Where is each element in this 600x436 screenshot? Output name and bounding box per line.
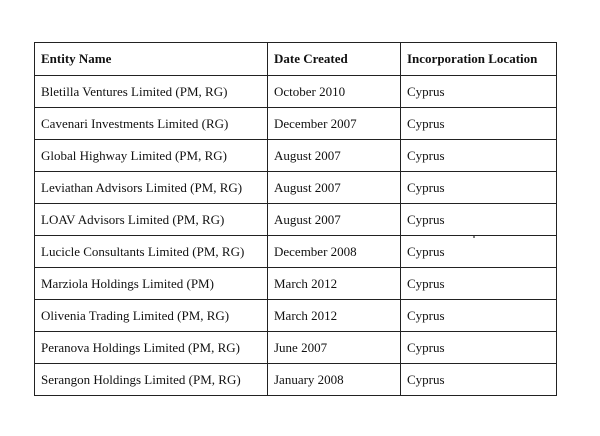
incorporation-location-cell: Cyprus bbox=[401, 172, 557, 204]
entity-name-cell: Leviathan Advisors Limited (PM, RG) bbox=[35, 172, 268, 204]
incorporation-location-cell: Cyprus bbox=[401, 268, 557, 300]
entity-name-cell: Bletilla Ventures Limited (PM, RG) bbox=[35, 76, 268, 108]
date-created-cell: March 2012 bbox=[268, 268, 401, 300]
table-row bbox=[35, 204, 557, 236]
incorporation-location-cell: Cyprus bbox=[401, 300, 557, 332]
date-created-cell: December 2007 bbox=[268, 108, 401, 140]
entities-table bbox=[34, 42, 557, 396]
table-row bbox=[35, 268, 557, 300]
entity-name-cell: LOAV Advisors Limited (PM, RG) bbox=[35, 204, 268, 236]
header-entity-name: Entity Name bbox=[35, 43, 268, 76]
date-created-cell: December 2008 bbox=[268, 236, 401, 268]
date-created-cell: August 2007 bbox=[268, 140, 401, 172]
entity-name-cell: Olivenia Trading Limited (PM, RG) bbox=[35, 300, 268, 332]
incorporation-location-cell: Cyprus bbox=[401, 140, 557, 172]
date-created-cell: October 2010 bbox=[268, 76, 401, 108]
table-row bbox=[35, 172, 557, 204]
date-created-cell: August 2007 bbox=[268, 172, 401, 204]
incorporation-location-cell: Cyprus bbox=[401, 76, 557, 108]
entity-name-cell: Global Highway Limited (PM, RG) bbox=[35, 140, 268, 172]
table-row bbox=[35, 332, 557, 364]
date-created-cell: January 2008 bbox=[268, 364, 401, 396]
entity-name-cell: Peranova Holdings Limited (PM, RG) bbox=[35, 332, 268, 364]
table-row bbox=[35, 140, 557, 172]
entity-name-cell: Lucicle Consultants Limited (PM, RG) bbox=[35, 236, 268, 268]
table-row bbox=[35, 108, 557, 140]
incorporation-location-cell: Cyprus bbox=[401, 204, 557, 236]
incorporation-location-cell: Cyprus bbox=[401, 364, 557, 396]
date-created-cell: August 2007 bbox=[268, 204, 401, 236]
table-row bbox=[35, 300, 557, 332]
incorporation-location-cell: Cyprus bbox=[401, 108, 557, 140]
table-row bbox=[35, 236, 557, 268]
entity-name-cell: Marziola Holdings Limited (PM) bbox=[35, 268, 268, 300]
header-incorporation-location: Incorporation Location bbox=[401, 43, 557, 76]
entity-name-cell: Cavenari Investments Limited (RG) bbox=[35, 108, 268, 140]
scan-speck bbox=[473, 236, 475, 238]
table-row bbox=[35, 364, 557, 396]
date-created-cell: June 2007 bbox=[268, 332, 401, 364]
header-row bbox=[35, 43, 557, 76]
incorporation-location-cell: Cyprus bbox=[401, 332, 557, 364]
header-date-created: Date Created bbox=[268, 43, 401, 76]
table-row bbox=[35, 76, 557, 108]
date-created-cell: March 2012 bbox=[268, 300, 401, 332]
entity-name-cell: Serangon Holdings Limited (PM, RG) bbox=[35, 364, 268, 396]
incorporation-location-cell: Cyprus bbox=[401, 236, 557, 268]
